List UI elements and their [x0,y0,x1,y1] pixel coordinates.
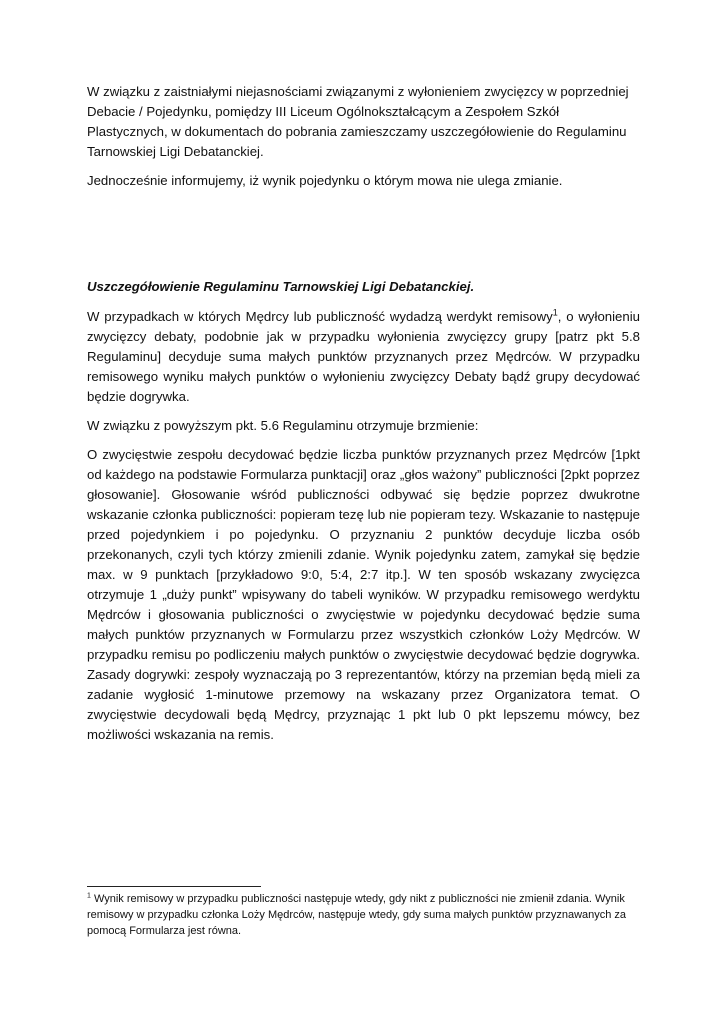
body-paragraph-1-end: , o wyłonieniu zwycięzcy debaty, podobnie jak w przypadku wyłonienia zwycięzcy grupy [patrz pkt 5.8 Regulaminu] decyduje suma małych punktów przyznanych przez Mędrców. W przypadku remisowego wyniku małych punktów o wyłonieniu zwycięzcy Debaty bądź grupy decydować będzie dogrywka. [87,309,640,404]
footnote-number: 1 [87,892,91,900]
section-heading: Uszczegółowienie Regulaminu Tarnowskiej Ligi Debatanckiej. [87,279,475,294]
body-paragraph-3: O zwycięstwie zespołu decydować będzie liczba punktów przyznanych przez Mędrców [1pkt od każdego na podstawie Formularza punktacji] oraz „głos ważony” publiczności [2pkt poprzez głosowanie]. Głosowanie wśród publiczności odbywać się będzie poprzez dwukrotne wskazanie członka publiczności: popieram tezę lub nie popieram tezy. Wskazanie to następuje przed pojedynkiem i po pojedynku. O przyznaniu 2 punktów decyduje liczba osób przekonanych, czyli tych którzy zmienili zdanie. Wynik pojedynku zatem, zamykał się będzie max. w 9 punktach [przykładowo 9:0, 5:4, 2:7 itp.]. W ten sposób wskazany zwycięzca otrzymuje 1 „duży punkt” wpisywany do tabeli wyników. W przypadku remisowego werdyktu Mędrców i głosowania publiczności o zwycięstwie w pojedynku decydować będzie suma małych punktów przyznanych w Formularzu przez wszystkich członków Loży Mędrców. W przypadku remisu po podliczeniu małych punktów o zwycięstwie decydować będzie dogrywka. Zasady dogrywki: zespoły wyznaczają po 3 reprezentantów, którzy na przemian będą mieli za zadanie wygłosić 1-minutowe przemowy na wskazany przez Organizatora temat. O zwycięstwie decydowali będą Mędrcy, przyznając 1 pkt lub 0 pkt lepszemu mówcy, bez możliwości wskazania na remis. [87,447,640,742]
footnote-separator [87,886,261,887]
footnote-text: Wynik remisowy w przypadku publiczności następuje wtedy, gdy nikt z publiczności nie zmienił zdania. Wynik remisowy w przypadku członka Loży Mędrców, następuje wtedy, gdy suma małych punktów przyznawanych za pomocą Formularza jest równa. [87,893,627,937]
footnote [87,891,640,939]
intro-paragraph-1: W związku z zaistniałymi niejasnościami związanymi z wyłonieniem zwycięzcy w poprzedniej Debacie / Pojedynku, pomiędzy III Liceum Ogólnokształcącym a Zespołem Szkół Plastycznych, w dokumentach do pobrania zamieszczamy uszczegółowienie do Regulaminu Tarnowskiej Ligi Debatanckiej. [87,84,629,159]
body-paragraph-1 [87,307,640,407]
body-paragraph-2: W związku z powyższym pkt. 5.6 Regulaminu otrzymuje brzmienie: [87,418,479,433]
regulation-body [87,307,640,754]
intro-paragraph-2: Jednocześnie informujemy, iż wynik pojedynku o którym mowa nie ulega zmianie. [87,173,563,188]
body-paragraph-1-start: W przypadkach w których Mędrcy lub publiczność wydadzą werdykt remisowy [87,309,553,324]
intro-section [87,82,640,191]
footnote-reference: 1 [552,307,558,318]
